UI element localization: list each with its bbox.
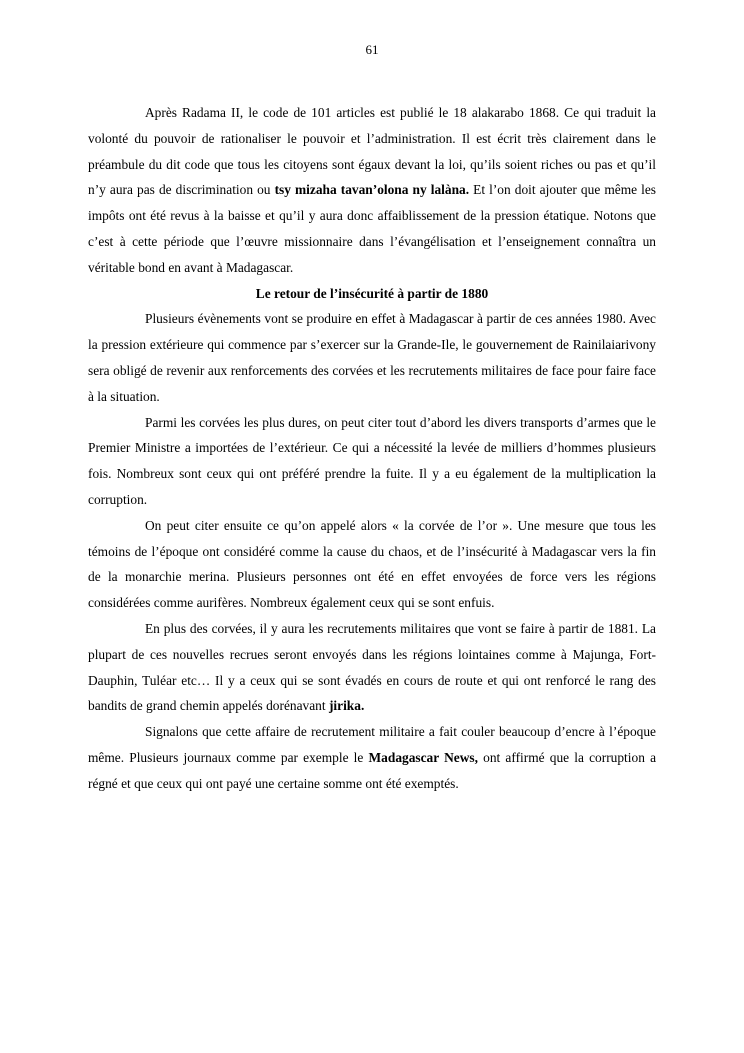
page-number: 61 <box>365 42 379 57</box>
paragraph-text: Après Radama II, le code de 101 articles est publié le 18 alakarabo 1868. Ce qui traduit la volonté du pouvoir de rationaliser le pouvoir et l’administration. Il est écrit très clairement dans le préambule du dit code que tous les citoyens sont égaux devant la loi, qu’ils soient riches ou pas et qu’il n’y aura pas de discrimination ou <box>88 105 656 198</box>
paragraph-corvees: Parmi les corvées les plus dures, on peut citer tout d’abord les divers transports d’armes que le Premier Ministre a importées de l’extérieur. Ce qui a nécessité la levée de milliers d’hommes plusieurs fois. Nombreux sont ceux qui ont préféré prendre la fuite. Il y a eu également de la multiplication la corruption. <box>88 414 656 507</box>
newspaper-name: Madagascar News, <box>368 749 478 765</box>
paragraph-text: Signalons que cette affaire de recrutement militaire a fait couler beaucoup d’encre à l’époque même. Plusieurs journaux comme par exemple le <box>88 724 656 765</box>
paragraph-text: ont affirmé que la corruption a régné et que ceux qui ont payé une certaine somme ont été exemptés. <box>88 749 657 791</box>
paragraph-evenements: Plusieurs évènements vont se produire en effet à Madagascar à partir de ces années 1980. Avec la pression extérieure qui commence par s’exercer sur la Grande-Ile, le gouvernement de Rainilaiarivony sera obligé de revenir aux renforcements des corvées et les recrutements militaires de face pour faire face à la situation. <box>88 311 656 404</box>
malagasy-phrase: tsy mizaha tavan’olona ny lalàna. <box>274 182 470 198</box>
paragraph-corvee-or: On peut citer ensuite ce qu’on appelé alors « la corvée de l’or ». Une mesure que tous les témoins de l’époque ont considéré comme la cause du chaos, et de l’insécurité à Madagascar vers la fin de la monarchie merina. Plusieurs personnes ont été en effet envoyées de force vers les régions considérées comme aurifères. Nombreux également ceux qui se sont enfuis. <box>88 517 656 611</box>
section-heading: Le retour de l’insécurité à partir de 1880 <box>255 285 489 301</box>
paragraph-text: Et l’on doit ajouter que même les impôts ont été revus à la baisse et qu’il y aura donc affaiblissement de la pression étatique. Notons que c’est à cette période que l’œuvre missionnaire dans l’évangélisation et l’enseignement connaîtra un véritable bond en avant à Madagascar. <box>88 182 657 275</box>
paragraph-text: En plus des corvées, il y aura les recrutements militaires que vont se faire à partir de 1881. La plupart de ces nouvelles recrues seront envoyés dans les régions lointaines comme à Majunga, Fort-Dauphin, Tuléar etc… Il y a ceux qui se sont évadés en cours de route et qui ont renforcé le rang des bandits de grand chemin appelés dorénavant <box>88 620 656 714</box>
document-body <box>88 100 656 797</box>
term-jirika: jirika. <box>328 698 365 714</box>
paragraph-code-101-articles <box>88 100 656 281</box>
paragraph-recrutements <box>88 616 656 719</box>
paragraph-madagascar-news <box>88 719 656 796</box>
